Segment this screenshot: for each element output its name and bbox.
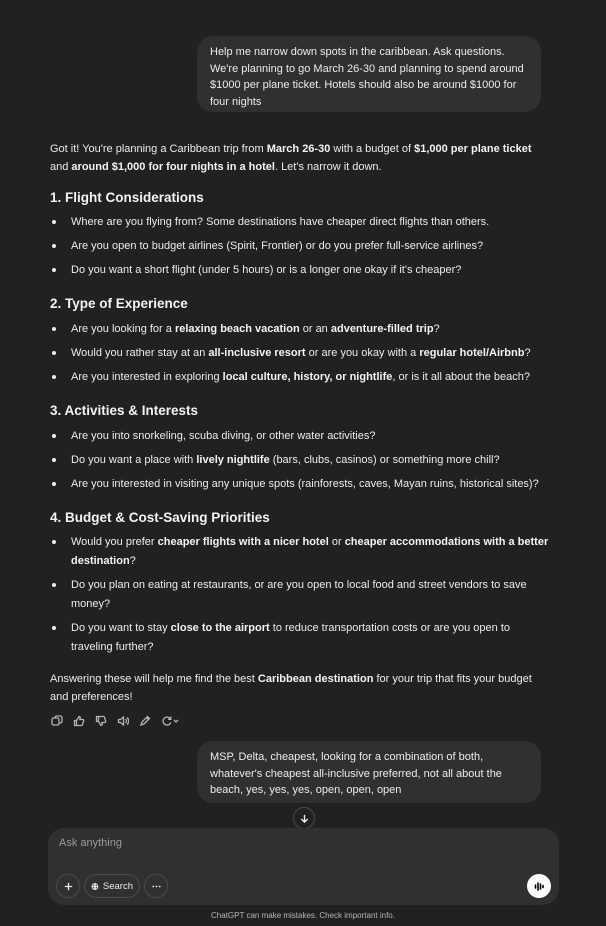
list-item [50,451,550,470]
text-run: to reduce transportation costs or are you open to traveling further? [71,622,511,653]
bold-text: Caribbean destination [257,673,374,685]
thumbs-down-icon[interactable] [94,714,108,728]
more-options-button[interactable] [144,874,168,898]
text-run: Are you open to budget airlines (Spirit, Frontier) or do you prefer full-service airlines? [71,240,484,252]
list-item [50,576,550,613]
text-run: Do you plan on eating at restaurants, or are you open to local food and street vendors to save money? [71,579,527,610]
text-run: Got it! You're planning a Caribbean trip from [50,143,267,155]
section-heading: 3. Activities & Interests [50,403,199,418]
list-item [50,320,550,339]
text-run: Are you interested in visiting any unique spots (rainforests, caves, Mayan ruins, historical sites)? [71,478,539,490]
list-item [50,344,550,363]
user-message-text: MSP, Delta, cheapest, looking for a combination of both, whatever's cheapest all-inclusive preferred, not all about the beach, yes, yes, yes, open, open, open [210,751,502,796]
text-run: or an [299,323,331,335]
list-item [50,475,550,494]
voice-mode-button[interactable] [527,874,551,898]
search-button[interactable] [84,874,140,898]
bold-text: $1,000 per plane ticket [414,143,532,155]
list-item [50,619,550,656]
text-run: , or is it all about the beach? [392,371,530,383]
message-composer [48,828,559,905]
text-run: . Let's narrow it down. [274,161,382,173]
scroll-to-bottom-button[interactable] [293,807,315,829]
text-run: Would you prefer [71,536,158,548]
bold-text: adventure-filled trip [330,323,434,335]
user-message-text: Help me narrow down spots in the caribbean. Ask questions. We're planning to go March 26-30 and planning to spend around $1000 per plane ticket. Hotels should also be around $1000 for four nights [210,46,524,108]
text-run: ? [524,347,531,359]
text-run: Do you want a place with [71,454,197,466]
text-run: for your trip that fits your budget and preferences! [50,673,532,703]
text-run: ? [433,323,440,335]
bold-text: close to the airport [170,622,270,634]
list-item [50,213,550,232]
text-run: Do you want to stay [71,622,171,634]
assistant-outro-paragraph [50,670,550,706]
list-item [50,368,550,387]
read-aloud-icon[interactable] [116,714,130,728]
voice-wave-icon [533,880,546,893]
ellipsis-icon [151,881,162,892]
text-run: Are you into snorkeling, scuba diving, or other water activities? [71,430,376,442]
text-run: Would you rather stay at an [71,347,209,359]
text-run: or [328,536,345,548]
text-run: Are you looking for a [71,323,175,335]
list-item [50,261,550,280]
bold-text: all-inclusive resort [208,347,306,359]
section-heading: 2. Type of Experience [50,296,188,311]
attach-button[interactable] [56,874,80,898]
text-run: (bars, clubs, casinos) or something more chill? [269,454,500,466]
copy-icon[interactable] [50,714,64,728]
edit-icon[interactable] [138,714,152,728]
bold-text: cheaper accommodations with a better destination [71,536,549,567]
disclaimer-text: ChatGPT can make mistakes. Check important info. [211,911,395,920]
text-run: Are you interested in exploring [71,371,223,383]
plus-icon [63,881,74,892]
user-message-bubble [197,36,541,112]
assistant-intro-paragraph [50,140,550,176]
section-heading: 1. Flight Considerations [50,190,204,205]
user-message-bubble [197,741,541,803]
list-item [50,237,550,256]
bold-text: relaxing beach vacation [174,323,300,335]
message-actions [50,714,180,728]
text-run: and [50,161,72,173]
text-run: Do you want a short flight (under 5 hours) or is a longer one okay if it's cheaper? [71,264,462,276]
search-label: Search [102,880,133,892]
arrow-down-icon [299,813,310,824]
text-run: ? [129,554,136,567]
text-run: Answering these will help me find the best [50,673,258,685]
prompt-input[interactable] [59,837,499,849]
regenerate-icon[interactable] [160,714,180,728]
thumbs-up-icon[interactable] [72,714,86,728]
bold-text: regular hotel/Airbnb [419,347,525,359]
bold-text: cheaper flights with a nicer hotel [157,536,329,548]
text-run: with a budget of [330,143,415,155]
text-run: or are you okay with a [305,347,420,359]
list-item [50,427,550,446]
text-run: Where are you flying from? Some destinations have cheaper direct flights than others. [71,216,490,228]
section-heading: 4. Budget & Cost-Saving Priorities [50,510,270,525]
bold-text: local culture, history, or nightlife [222,371,393,383]
bold-text: March 26-30 [266,143,331,155]
bold-text: around $1,000 for four nights in a hotel [71,161,275,173]
list-item [50,533,550,570]
bold-text: lively nightlife [196,454,270,466]
globe-icon [91,881,99,892]
